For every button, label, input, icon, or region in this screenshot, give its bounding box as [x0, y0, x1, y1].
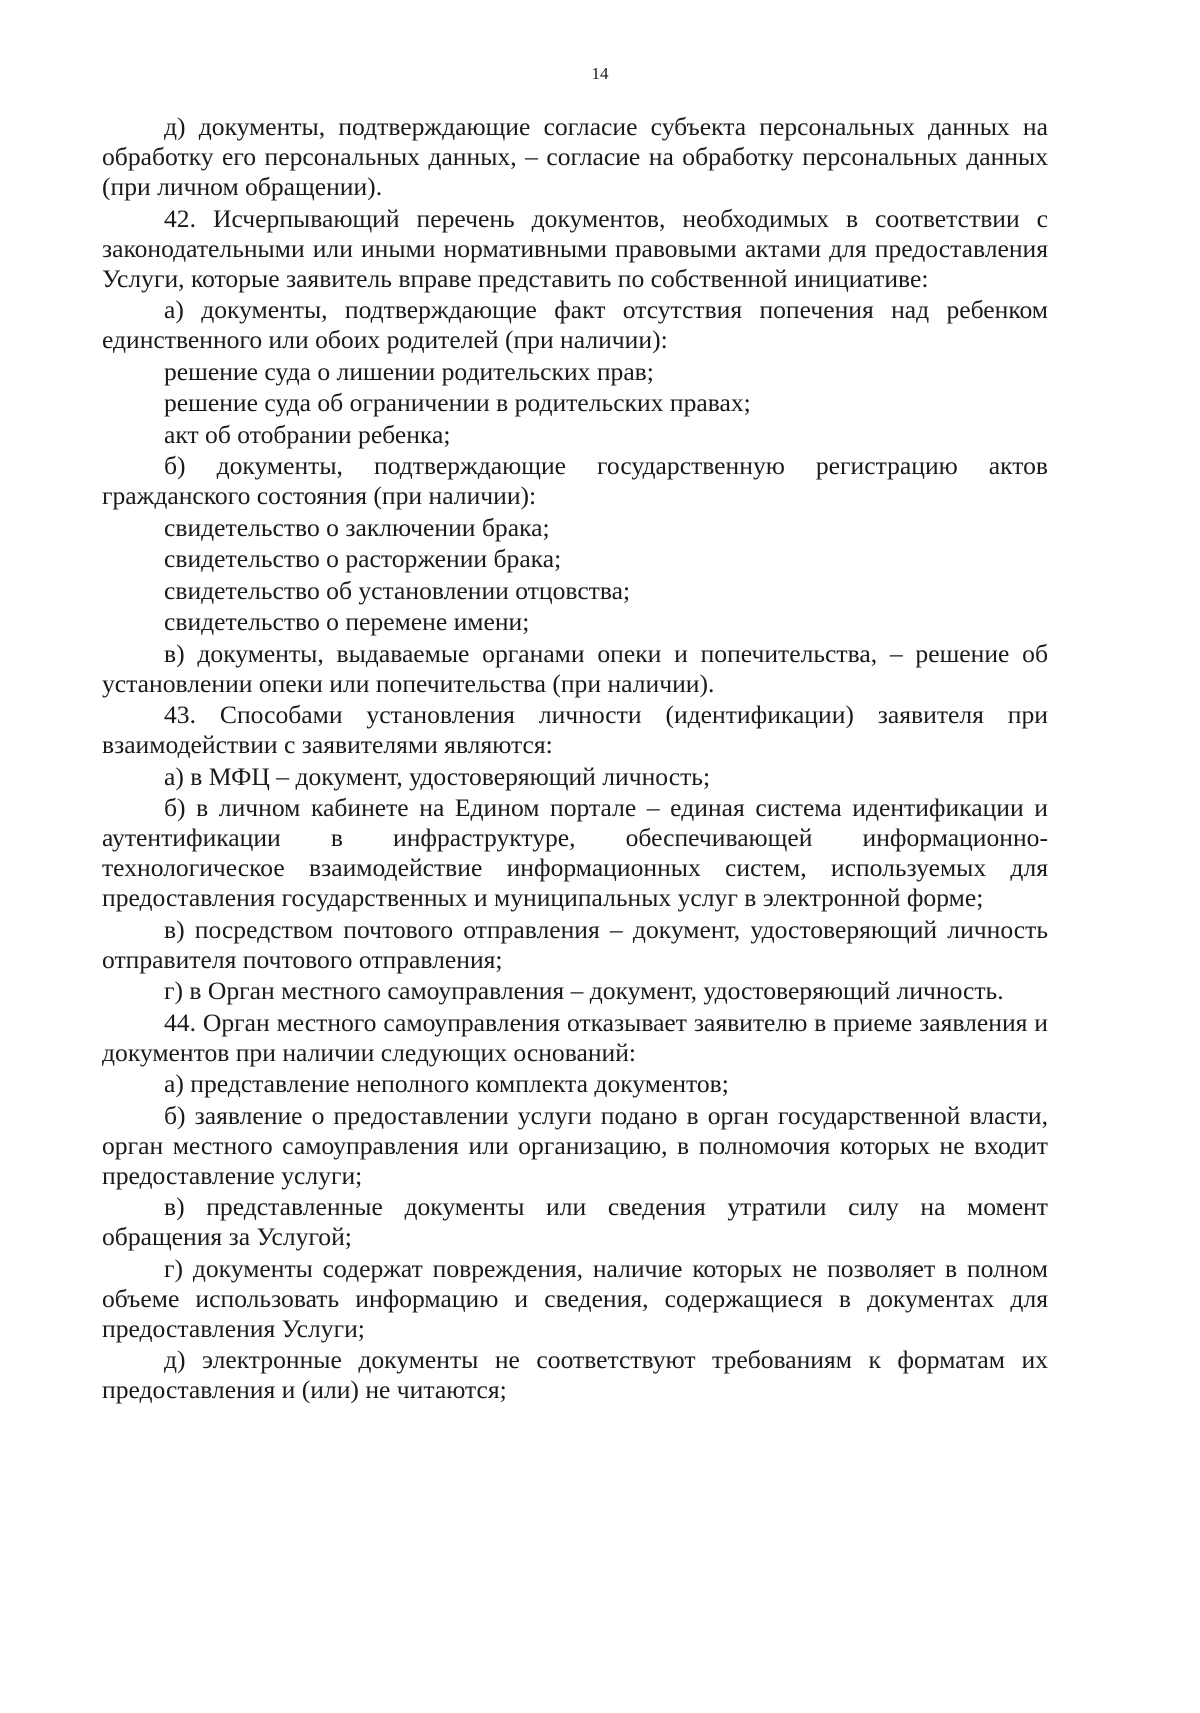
paragraph: 43. Способами установления личности (идентификации) заявителя при взаимодействии с заявителями являются:: [102, 700, 1048, 759]
list-item: акт об отобрании ребенка;: [164, 419, 451, 449]
list-item: свидетельство об установлении отцовства;: [164, 575, 631, 605]
list-item: свидетельство о расторжении брака;: [164, 544, 562, 573]
paragraph: в) представленные документы или сведения утратили силу на момент обращения за Услугой;: [102, 1192, 1048, 1251]
document-body: [102, 112, 1048, 1407]
paragraph: д) документы, подтверждающие согласие субъекта персональных данных на обработку его персональных данных, – согласие на обработку персональных данных (при личном обращении).: [102, 112, 1048, 201]
paragraph: в) посредством почтового отправления – документ, удостоверяющий личность отправителя почтового отправления;: [102, 914, 1048, 974]
paragraph: б) в личном кабинете на Едином портале – единая система идентификации и аутентификации в инфраструктуре, обеспечивающей информационно-технологическое взаимодействие информационных систем, используемых для предоставления государственных и муниципальных услуг в электронной форме;: [102, 793, 1048, 912]
list-item: свидетельство о перемене имени;: [164, 607, 530, 636]
list-item: решение суда об ограничении в родительских правах;: [164, 388, 751, 417]
paragraph: б) документы, подтверждающие государственную регистрацию актов гражданского состояния (при наличии):: [102, 451, 1048, 510]
page-number: 14: [591, 64, 609, 83]
list-item: г) в Орган местного самоуправления – документ, удостоверяющий личность.: [164, 976, 1004, 1005]
list-item: решение суда о лишении родительских прав;: [164, 356, 654, 386]
paragraph: 44. Орган местного самоуправления отказывает заявителю в приеме заявления и документов при наличии следующих оснований:: [102, 1007, 1048, 1067]
paragraph: б) заявление о предоставлении услуги подано в орган государственной власти, орган местного самоуправления или организацию, в полномочия которых не входит предоставление услуги;: [102, 1100, 1048, 1190]
paragraph: д) электронные документы не соответствуют требованиям к форматам их предоставления и (или) не читаются;: [102, 1345, 1048, 1404]
list-item: свидетельство о заключении брака;: [164, 512, 550, 542]
paragraph: 42. Исчерпывающий перечень документов, необходимых в соответствии с законодательными или иными нормативными правовыми актами для предоставления Услуги, которые заявитель вправе представить по собственной инициативе:: [102, 203, 1048, 293]
paragraph: г) документы содержат повреждения, наличие которых не позволяет в полном объеме использовать информацию и сведения, содержащиеся в документах для предоставления Услуги;: [102, 1253, 1048, 1343]
list-item: а) в МФЦ – документ, удостоверяющий личность;: [164, 761, 711, 791]
list-item: а) представление неполного комплекта документов;: [164, 1069, 729, 1098]
paragraph: в) документы, выдаваемые органами опеки и попечительства, – решение об установлении опеки или попечительства (при наличии).: [102, 638, 1048, 698]
paragraph: а) документы, подтверждающие факт отсутствия попечения над ребенком единственного или обоих родителей (при наличии):: [102, 295, 1048, 354]
